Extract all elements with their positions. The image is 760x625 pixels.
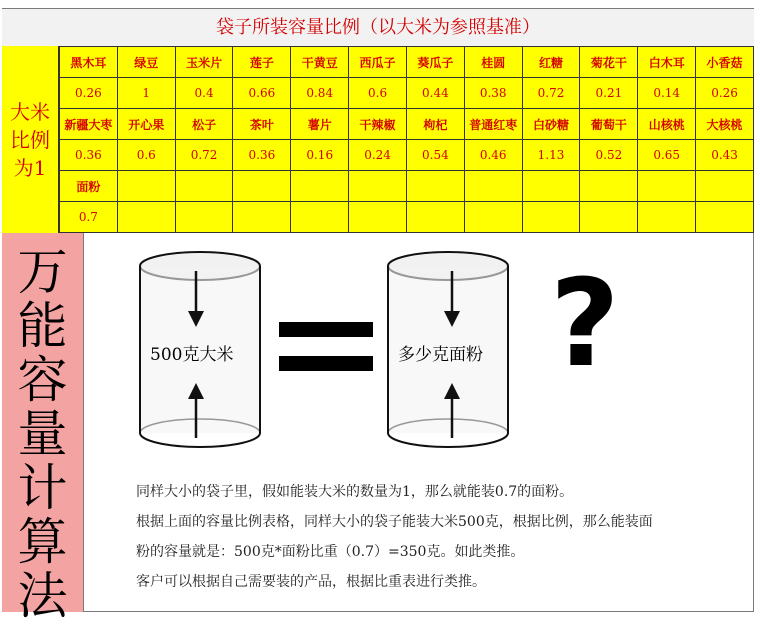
table-cell-name: 菊花干	[580, 47, 638, 78]
paragraph-2: 根据上面的容量比例表格，同样大小的袋子能装大米500克，根据比例，那么能装面	[136, 514, 653, 530]
table-cell-ratio: 0.54	[406, 140, 464, 171]
table-cell-ratio: 0.16	[291, 140, 349, 171]
table-cell-name: 薯片	[291, 109, 349, 140]
table-cell-name	[175, 171, 233, 202]
table-cell-ratio: 0.6	[117, 140, 175, 171]
table-cell-ratio: 0.72	[175, 140, 233, 171]
table-cell-name	[406, 171, 464, 202]
table-cell-ratio: 1.13	[522, 140, 580, 171]
table-cell-name: 西瓜子	[349, 47, 407, 78]
side-label	[2, 46, 59, 233]
table-cell-ratio: 0.6	[349, 78, 407, 109]
table-row	[60, 171, 754, 202]
table-cell-name: 松子	[175, 109, 233, 140]
table-cell-name: 山核桃	[638, 109, 696, 140]
table-cell-name	[464, 171, 522, 202]
table-cell-name: 白砂糖	[522, 109, 580, 140]
table-cell-name: 开心果	[117, 109, 175, 140]
table-cell-name	[349, 171, 407, 202]
equals-sign	[279, 322, 373, 371]
table-cell-ratio	[117, 202, 175, 233]
paragraph-1: 同样大小的袋子里，假如能装大米的数量为1，那么就能装0.7的面粉。	[136, 484, 574, 500]
table-cell-ratio: 0.46	[464, 140, 522, 171]
question-mark: ?	[550, 255, 620, 394]
calculation-section	[2, 233, 754, 625]
table-cell-ratio: 0.7	[60, 202, 118, 233]
table-cell-ratio: 0.36	[233, 140, 291, 171]
table-row	[60, 109, 754, 140]
table-row	[60, 78, 754, 109]
left-cylinder-label: 500克大米	[150, 345, 234, 365]
table-cell-name: 小香菇	[696, 47, 754, 78]
table-cell-name: 葡萄干	[580, 109, 638, 140]
table-cell-name: 面粉	[60, 171, 118, 202]
table-cell-ratio: 0.52	[580, 140, 638, 171]
table-cell-ratio	[291, 202, 349, 233]
table-cell-ratio	[638, 202, 696, 233]
table-cell-name: 绿豆	[117, 47, 175, 78]
table-cell-ratio	[464, 202, 522, 233]
table-cell-name: 红糖	[522, 47, 580, 78]
table-cell-name	[291, 171, 349, 202]
table-cell-name: 白木耳	[638, 47, 696, 78]
ratio-table	[59, 46, 754, 233]
table-cell-name	[117, 171, 175, 202]
side-label-text: 大米比例为1	[10, 99, 50, 180]
table-cell-ratio: 0.21	[580, 78, 638, 109]
table-cell-name	[233, 171, 291, 202]
page-title: 袋子所装容量比例（以大米为参照基准）	[2, 9, 754, 47]
table-cell-ratio: 0.72	[522, 78, 580, 109]
table-cell-name: 普通红枣	[464, 109, 522, 140]
method-title: 万能容量计算法	[17, 243, 68, 625]
table-row	[60, 202, 754, 233]
table-cell-ratio: 0.43	[696, 140, 754, 171]
table-cell-ratio: 0.26	[696, 78, 754, 109]
table-cell-name: 干黄豆	[291, 47, 349, 78]
table-cell-name	[638, 171, 696, 202]
table-cell-name: 大核桃	[696, 109, 754, 140]
table-row	[60, 140, 754, 171]
table-cell-ratio: 1	[117, 78, 175, 109]
table-cell-name: 枸杞	[406, 109, 464, 140]
table-cell-ratio	[233, 202, 291, 233]
table-cell-ratio: 0.66	[233, 78, 291, 109]
table-cell-ratio	[696, 202, 754, 233]
right-cylinder-label: 多少克面粉	[398, 345, 483, 365]
paragraph-3: 粉的容量就是：500克*面粉比重（0.7）=350克。如此类推。	[136, 544, 525, 560]
table-cell-ratio: 0.36	[60, 140, 118, 171]
table-cell-name: 葵瓜子	[406, 47, 464, 78]
table-cell-ratio	[580, 202, 638, 233]
table-cell-ratio	[522, 202, 580, 233]
table-cell-ratio	[406, 202, 464, 233]
table-cell-ratio: 0.24	[349, 140, 407, 171]
table-cell-ratio: 0.14	[638, 78, 696, 109]
table-cell-name: 桂圆	[464, 47, 522, 78]
table-cell-name	[580, 171, 638, 202]
table-cell-ratio	[349, 202, 407, 233]
table-cell-name: 莲子	[233, 47, 291, 78]
table-cell-name: 新疆大枣	[60, 109, 118, 140]
table-cell-ratio: 0.84	[291, 78, 349, 109]
table-cell-name: 黑木耳	[60, 47, 118, 78]
table-cell-name: 茶叶	[233, 109, 291, 140]
table-cell-ratio: 0.65	[638, 140, 696, 171]
method-title-panel	[2, 233, 84, 625]
table-cell-ratio: 0.26	[60, 78, 118, 109]
ratio-table-section	[2, 46, 754, 233]
table-cell-ratio: 0.44	[406, 78, 464, 109]
table-cell-ratio: 0.38	[464, 78, 522, 109]
table-cell-ratio: 0.4	[175, 78, 233, 109]
table-cell-name: 玉米片	[175, 47, 233, 78]
paragraph-4: 客户可以根据自己需要装的产品，根据比重表进行类推。	[136, 574, 486, 590]
table-cell-name: 干辣椒	[349, 109, 407, 140]
table-row	[60, 47, 754, 78]
table-cell-ratio	[175, 202, 233, 233]
table-cell-name	[696, 171, 754, 202]
table-cell-name	[522, 171, 580, 202]
